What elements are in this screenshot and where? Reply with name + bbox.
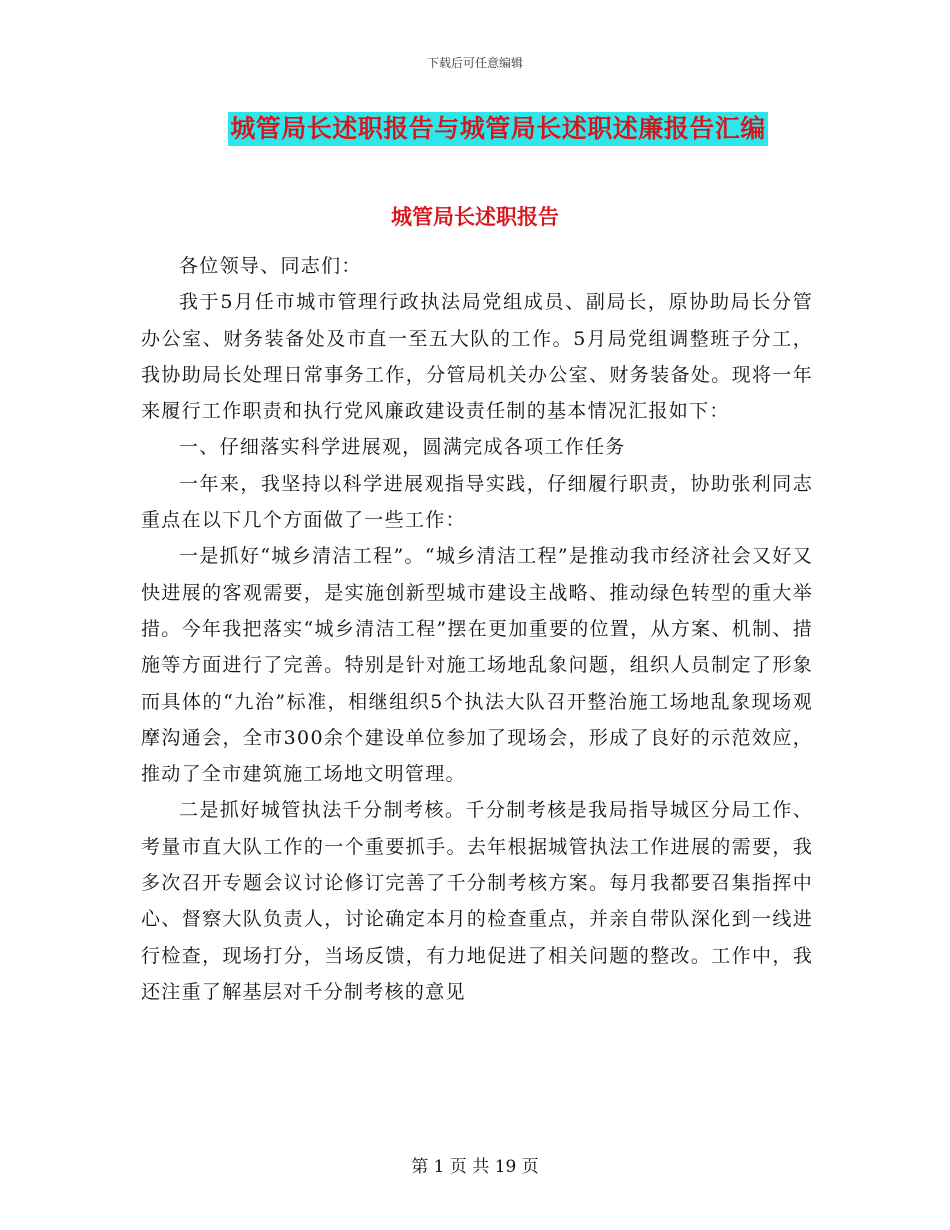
document-body <box>141 248 813 1010</box>
document-title: 城管局长述职报告与城管局长述职述廉报告汇编 <box>228 112 768 146</box>
section-title: 城管局长述职报告 <box>391 204 559 229</box>
salutation: 各位领导、同志们： <box>179 255 362 277</box>
page-number-footer: 第 1 页 共 19 页 <box>411 1157 539 1177</box>
heading-section-one: 一、仔细落实科学进展观，圆满完成各项工作任务 <box>179 436 626 459</box>
document-title-container <box>0 112 950 146</box>
paragraph-intro: 我于5月任市城市管理行政执法局党组成员、副局长，原协助局长分管办公室、财务装备处及市直一至五大队的工作。5月局党组调整班子分工，我协助局长处理日常事务工作，分管局机关办公室、财务装备处。现将一年来履行工作职责和执行党风廉政建设责任制的基本情况汇报如下： <box>141 291 813 423</box>
paragraph-overview: 一年来，我坚持以科学进展观指导实践，仔细履行职责，协助张利同志重点在以下几个方面做了一些工作： <box>141 472 813 532</box>
paragraph-item-one: 一是抓好“城乡清洁工程”。“城乡清洁工程”是推动我市经济社会又好又快进展的客观需要，是实施创新型城市建设主战略、推动绿色转型的重大举措。今年我把落实“城乡清洁工程”摆在更加重要的位置，从方案、机制、措施等方面进行了完善。特别是针对施工场地乱象问题，组织人员制定了形象而具体的“九治”标准，相继组织5个执法大队召开整治施工场地乱象现场观摩沟通会，全市300余个建设单位参加了现场会，形成了良好的示范效应，推动了全市建筑施工场地文明管理。 <box>141 545 813 786</box>
header-note: 下载后可任意编辑 <box>426 56 523 70</box>
paragraph-item-two: 二是抓好城管执法千分制考核。千分制考核是我局指导城区分局工作、考量市直大队工作的一个重要抓手。去年根据城管执法工作进展的需要，我多次召开专题会议讨论修订完善了千分制考核方案。每月我都要召集指挥中心、督察大队负责人，讨论确定本月的检查重点，并亲自带队深化到一线进行检查，现场打分，当场反馈，有力地促进了相关问题的整改。工作中，我还注重了解基层对千分制考核的意见 <box>141 799 813 1003</box>
